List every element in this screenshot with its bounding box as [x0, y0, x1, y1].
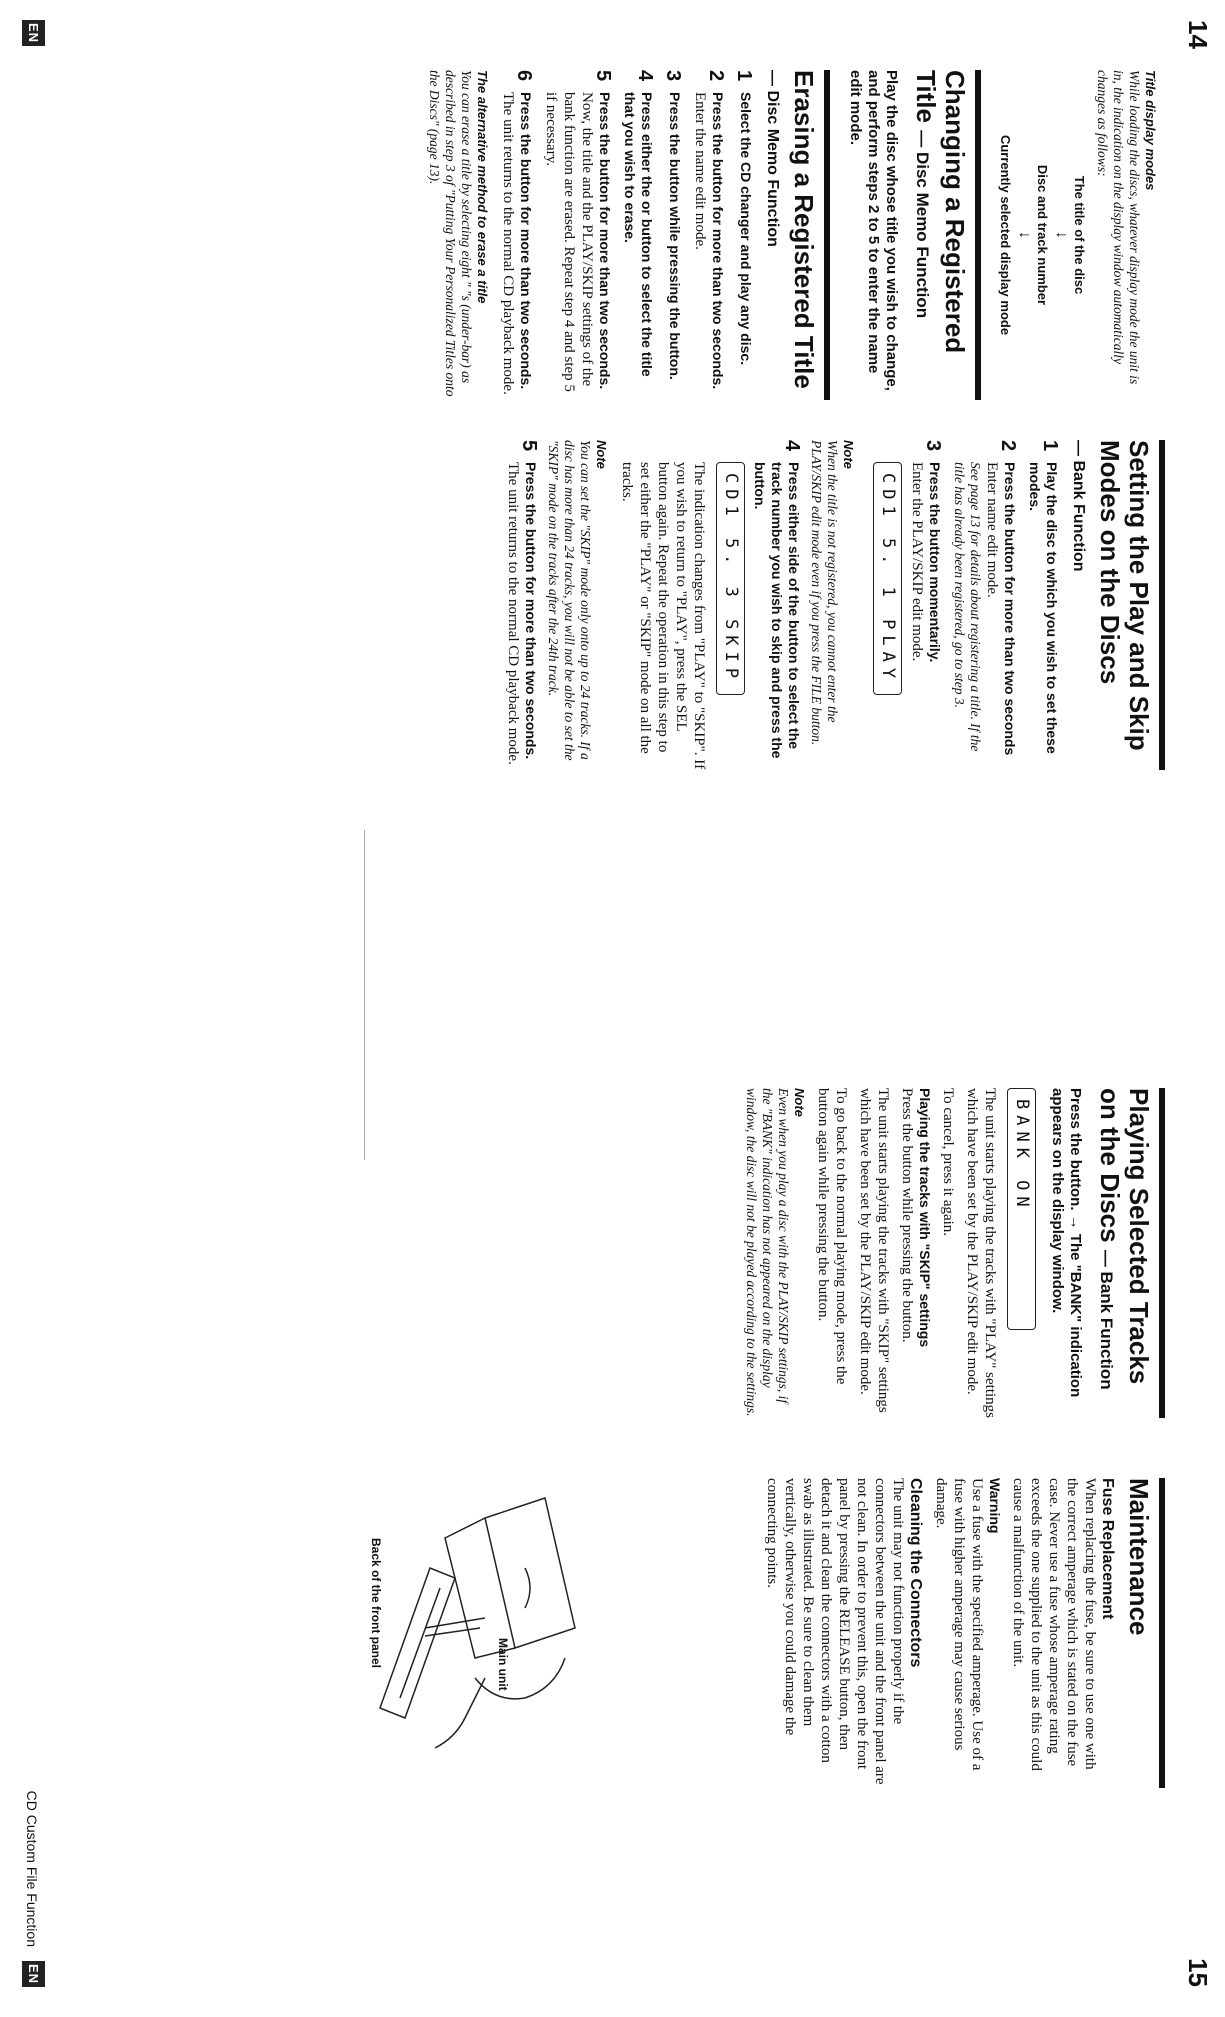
fig-label-main-unit: Main unit: [496, 1638, 510, 1691]
warning-text: Use a fuse with the specified amperage. Use of a fuse with higher amperage may cause serious damage.: [933, 1478, 985, 1771]
note-heading: Note: [594, 440, 609, 469]
note-text: When the title is not registered, you cannot enter the PLAY/SKIP edit mode even if you press the FILE button.: [809, 440, 840, 746]
cleaning-text: The unit may not function properly if the connectors between the unit and the front panel are not clean. In order to prevent this, open the front panel by pressing the RELEASE button, then detach it and clean the connectors with a cotton swab as illustrated. Be sure to clean them vertically, otherwise you could damage the connecting points.: [764, 1478, 906, 1785]
maintenance-title: Maintenance: [1124, 1478, 1154, 1636]
note-text: Even when you play a disc with the PLAY/SKIP settings, if the "BANK" indication has not appeared on the display window, the disc will not be played according to the settings.: [744, 1088, 791, 1417]
playing-title: [1092, 1088, 1153, 1418]
erasing-subtitle: — Disc Memo Function: [764, 70, 781, 247]
section-rule: [975, 70, 981, 400]
step-detail: The indication changes from "PLAY" to "SKIP". If you wish to return to "PLAY", press the SEL button again. Repeat the operation in this step to set either the "PLAY" or "SKIP" mode on all the tracks.: [619, 462, 707, 770]
step-detail: Enter the PLAY/SKIP edit mode.: [909, 462, 925, 662]
step-instruction: Press the button while pressing the button.: [667, 92, 683, 380]
setting-step: [504, 440, 539, 770]
setting-step: [865, 440, 943, 770]
section-rule: [1159, 1088, 1165, 1418]
playing-p3: The unit starts playing the tracks with "SKIP" settings which have been set by the PLAY/SKIP edit mode.: [857, 1088, 891, 1413]
step-number: 1: [733, 70, 755, 82]
lcd-display: BANK ON: [1007, 1088, 1036, 1330]
note-text: You can set the "SKIP" mode only onto up to 24 tracks. If a disc has more than 24 tracks, you will not be able to set the "SKIP" mode on the tracks after the 24th track.: [546, 440, 593, 761]
cleaning-illustration: [365, 1478, 605, 1778]
step-instruction: Press the button momentarily.: [927, 462, 943, 663]
erase-step: [734, 70, 754, 400]
erase-step: [621, 70, 655, 400]
step-note: See page 13 for details about registering a title. If the title has already been registered, go to step 3.: [952, 462, 983, 752]
step-detail: Enter the name edit mode.: [692, 92, 708, 250]
note-heading: Note: [841, 440, 856, 469]
step-instruction: Press the button for more than two seconds.: [710, 92, 726, 390]
step-number: 4: [781, 440, 803, 452]
playing-lead: Press the button. → The "BANK" indication appears on the display window.: [1049, 1088, 1084, 1398]
column-playing: [737, 1088, 1165, 1418]
changing-title-text: Changing a Registered Title: [911, 70, 970, 354]
note-heading: Note: [792, 1088, 807, 1117]
lcd-display: CD1 5. 1 PLAY: [873, 462, 902, 695]
lang-badge: EN: [22, 20, 45, 46]
warning-heading: Warning: [987, 1478, 1003, 1534]
step-instruction: Press the button for more than two seconds.: [518, 92, 534, 390]
erase-step: [663, 70, 683, 400]
step-number: 1: [1039, 440, 1061, 452]
column-right: [496, 440, 1165, 770]
erase-step: [499, 70, 534, 400]
hand-swab-icon: [365, 1478, 605, 1778]
title-modes-intro: While loading the discs, whatever display mode the unit is in, the indication on the display window automatically changes as follows:: [1095, 70, 1142, 385]
erase-step: [542, 70, 613, 400]
step-number: 2: [705, 70, 727, 82]
section-rule: [824, 70, 830, 400]
page-number: 14: [1183, 20, 1213, 49]
step-number: 3: [922, 440, 944, 452]
setting-subtitle: — Bank Function: [1070, 440, 1087, 572]
changing-subtitle: — Disc Memo Function: [913, 130, 932, 319]
lcd-display: CD1 5. 3 SKIP: [716, 462, 745, 695]
step-instruction: Play the disc to which you wish to set these modes.: [1027, 462, 1060, 754]
arrow-down-icon: ↓: [1016, 231, 1033, 239]
section-label: CD Custom File Function: [24, 1790, 40, 1947]
setting-title: Setting the Play and Skip Modes on the Discs: [1095, 440, 1154, 751]
title-modes-flow: [997, 70, 1088, 400]
step-detail: Enter name edit mode.: [984, 462, 1000, 598]
page-15: [0, 1008, 1225, 2017]
setting-step: [618, 440, 802, 770]
step-instruction: Press the button for more than two seconds.: [523, 462, 539, 760]
column-left: [420, 70, 1165, 400]
section-rule: [1159, 1478, 1165, 1788]
step-number: 6: [513, 70, 535, 82]
flow-item: The title of the disc: [1072, 175, 1087, 295]
setting-step: [951, 440, 1018, 770]
flow-item: Disc and track number: [1035, 164, 1050, 306]
flow-item: Currently selected display mode: [998, 134, 1013, 336]
changing-lead: Play the disc whose title you wish to change, and perform steps 2 to 5 to enter the name edit mode.: [847, 70, 900, 391]
step-number: 4: [634, 70, 656, 82]
step-number: 3: [662, 70, 684, 82]
step-instruction: Select the CD changer and play any disc.: [738, 92, 754, 366]
cleaning-heading: Cleaning the Connectors: [907, 1478, 924, 1668]
step-instruction: Press either the or button to select the title that you wish to erase.: [622, 92, 655, 377]
step-number: 2: [997, 440, 1019, 452]
step-number: 5: [518, 440, 540, 452]
step-instruction: Press either side of the button to select the track number you wish to skip and press the button.: [752, 462, 802, 759]
step-detail: The unit returns to the normal CD playback mode.: [500, 92, 516, 395]
skip-text: Press the button while pressing the button.: [899, 1088, 915, 1343]
step-instruction: Press the button for more than two seconds: [1002, 462, 1018, 756]
page-14: [0, 0, 1225, 1008]
step-number: 5: [592, 70, 614, 82]
fuse-text: When replacing the fuse, be sure to use one with the correct amperage which is stated on the fuse case. Never use a fuse whose amperage rating exceeds the one supplied to the unit as this could cause a malfunction of the unit.: [1010, 1478, 1098, 1771]
title-modes-heading: Title display modes: [1143, 70, 1158, 191]
skip-heading: Playing the tracks with "SKIP" settings: [917, 1088, 933, 1348]
changing-title: [908, 70, 969, 400]
erase-step: [691, 70, 726, 400]
playing-p2: To cancel, press it again.: [940, 1088, 956, 1237]
column-maintenance: [757, 1478, 1165, 1788]
section-rule: [1159, 440, 1165, 770]
fig-label-front-panel: Back of the front panel: [369, 1538, 383, 1669]
playing-p1: The unit starts playing the tracks with "PLAY" settings which have been set by the PLAY/SKIP edit mode.: [964, 1088, 998, 1418]
page-number: 15: [1183, 1958, 1213, 1987]
playing-p4: To go back to the normal playing mode, press the button again while pressing the button.: [815, 1088, 849, 1385]
step-detail: Now, the title and the PLAY/SKIP settings of the bank function are erased. Repeat step 4 and step 5 if necessary.: [543, 92, 595, 392]
alt-method-heading: The alternative method to erase a title: [475, 70, 490, 304]
step-instruction: Press the button for more than two seconds.: [597, 92, 613, 390]
playing-subtitle: — Bank Function: [1097, 1249, 1116, 1390]
fuse-heading: Fuse Replacement: [1099, 1478, 1116, 1620]
erasing-title: Erasing a Registered Title: [789, 70, 819, 389]
alt-method-text: You can erase a title by selecting eight " "s (under-bar) as described in step 3 of "Putting Your Personalized Titles onto the Discs" (page 13).: [427, 70, 474, 397]
arrow-down-icon: ↓: [1053, 231, 1070, 239]
step-detail: The unit returns to the normal CD playback mode.: [505, 462, 521, 765]
setting-step: [1026, 440, 1060, 770]
playing-title-text: Playing Selected Tracks on the Discs: [1095, 1088, 1154, 1385]
lang-badge: EN: [22, 1961, 45, 1987]
